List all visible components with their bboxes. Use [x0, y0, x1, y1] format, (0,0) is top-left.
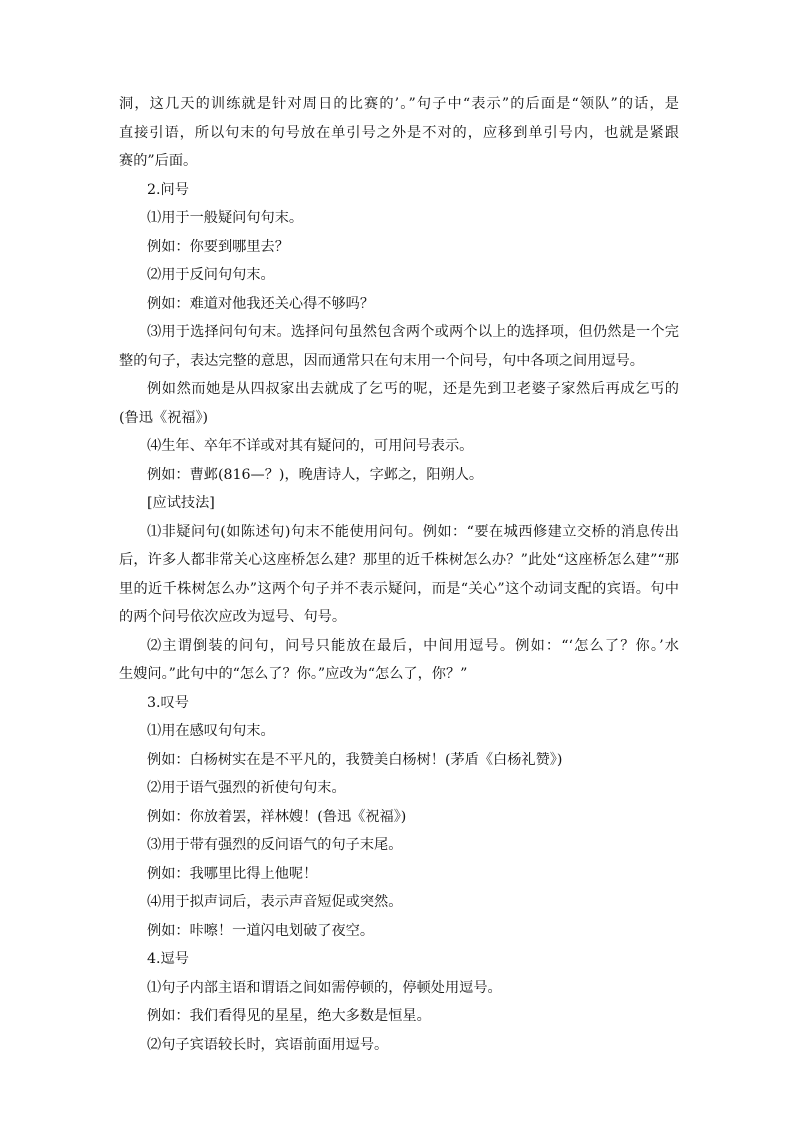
text-line: ⑴句子内部主语和谓语之间如需停顿的，停顿处用逗号。	[147, 979, 502, 996]
text-line: ⑶用于选择问句句末。选择问句虽然包含两个或两个以上的选择项，但仍然是一个完	[147, 324, 679, 340]
section-heading: [应试技法]	[147, 495, 215, 511]
text-line: 里的近千株树怎么办”这两个句子并不表示疑问，而是“关心”这个动词支配的宾语。句中	[119, 580, 679, 597]
example-line: 例如：我哪里比得上他呢！	[147, 865, 318, 882]
text-line: ⑴用于一般疑问句句末。	[147, 210, 304, 226]
example-line: 例如然而她是从四叔家出去就成了乞丐的呢，还是先到卫老婆子家然后再成乞丐的	[147, 381, 679, 397]
example-line: 例如：你放着罢，祥林嫂！(鲁迅《祝福》)	[147, 808, 407, 825]
text-line: 直接引语，所以句末的句号放在单引号之外是不对的，应移到单引号内，也就是紧跟	[119, 124, 679, 141]
text-line: ⑷生年、卒年不详或对其有疑问的，可用问号表示。	[147, 438, 474, 454]
text-line: 生嫂问。”此句中的“怎么了？你。”应改为“怎么了，你？”	[119, 666, 468, 682]
text-line: ⑶用于带有强烈的反问语气的句子末尾。	[147, 837, 403, 853]
section-heading: 4.逗号	[147, 951, 189, 967]
example-line: 例如：曹邺(816—？)，晚唐诗人，字邺之，阳朔人。	[147, 466, 484, 483]
example-line: 例如：咔嚓！一道闪电划破了夜空。	[147, 922, 375, 939]
text-line: ⑷用于拟声词后，表示声音短促或突然。	[147, 894, 403, 910]
section-heading: 2.问号	[147, 181, 189, 198]
text-line: ⑵用于反问句句末。	[147, 267, 275, 283]
text-line: (鲁迅《祝福》)	[119, 409, 209, 426]
example-line: 例如：你要到哪里去？	[147, 238, 289, 255]
example-line: 例如：白杨树实在是不平凡的，我赞美白杨树！(茅盾《白杨礼赞》)	[147, 751, 563, 768]
text-line: ⑵用于语气强烈的祈使句句末。	[147, 780, 346, 796]
example-line: 例如：难道对他我还关心得不够吗？	[147, 295, 375, 312]
text-line: 赛的”后面。	[119, 153, 198, 169]
text-line: 洞，这几天的训练就是针对周日的比赛的’。”句子中“表示”的后面是“领队”的话，是	[119, 96, 679, 112]
section-heading: 3.叹号	[147, 694, 189, 711]
text-line: 整的句子，表达完整的意思，因而通常只在句末用一个问号，句中各项之间用逗号。	[119, 352, 644, 369]
text-line: ⑵主谓倒装的问句，问号只能放在最后，中间用逗号。例如：“‘怎么了？你。’水	[147, 637, 679, 654]
text-line: 后，许多人都非常关心这座桥怎么建？那里的近千株树怎么办？”此处“这座桥怎么建”“那	[119, 552, 679, 568]
text-line: ⑴用在感叹句句末。	[147, 723, 275, 739]
document-body	[119, 90, 679, 1059]
text-line: 的两个问号依次应改为逗号、句号。	[119, 609, 347, 625]
text-line: ⑵句子宾语较长时，宾语前面用逗号。	[147, 1036, 389, 1053]
example-line: 例如：我们看得见的星星，绝大多数是恒星。	[147, 1008, 431, 1024]
text-line: ⑴非疑问句(如陈述句)句末不能使用问句。例如：“要在城西修建立交桥的消息传出	[147, 523, 679, 540]
